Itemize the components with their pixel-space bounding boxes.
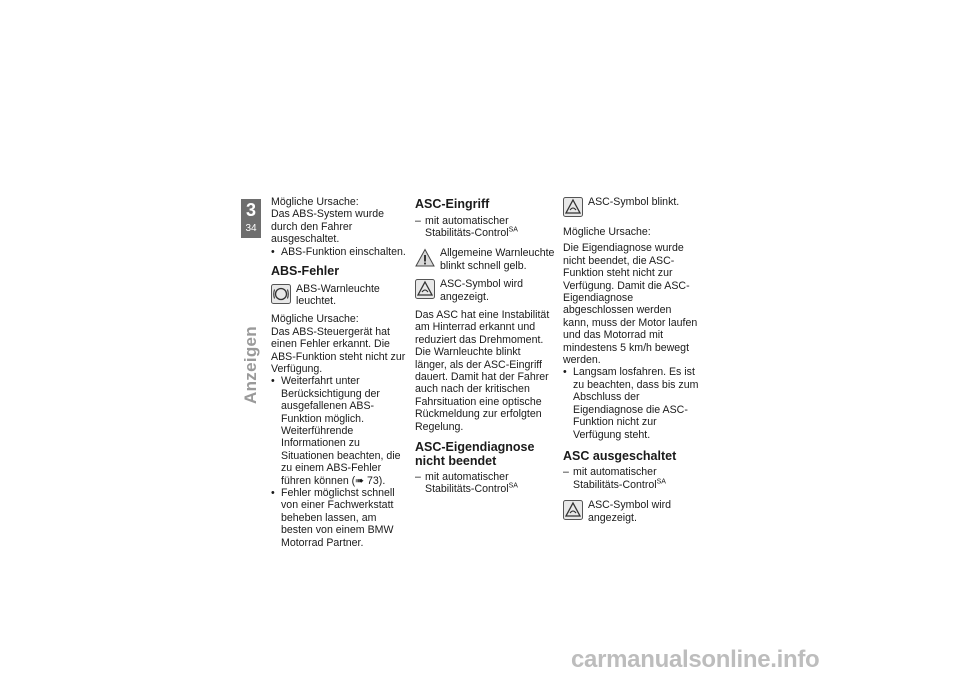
list-item [271, 487, 407, 549]
icon-text: Allgemeine Warnleuchte blinkt schnell gelb. [440, 247, 555, 272]
section-heading-abs-fehler: ABS-Fehler [271, 264, 340, 279]
dash-mark: – [415, 471, 421, 483]
section-heading-asc-eingriff: ASC-Eingriff [415, 197, 490, 211]
icon-text: ABS-Warnleuchte leuchtet. [296, 282, 380, 307]
list-item [563, 366, 699, 440]
bullet-mark: • [271, 245, 275, 258]
icon-text: ASC-Symbol wird angezeigt. [588, 499, 672, 524]
asc-icon [563, 197, 583, 217]
general-warning-icon [415, 248, 435, 268]
dash-text: mit automatischer Stabilitäts-Control [425, 471, 509, 496]
asc-icon [415, 279, 435, 299]
bullet-text: Langsam losfahren. Es ist zu beachten, dass bis zum Abschluss der Eigendiagnose die ASC-Funktion nicht zur Verfügung steht. [573, 366, 699, 441]
bullet-mark: • [271, 375, 275, 388]
cause-text: Die Eigendiagnose wurde nicht beendet, die ASC-Funktion steht nicht zur Verfügung. Damit die ASC-Eigendiagnose abgeschlossen werden kann, muss der Motor laufen und das Motorrad mit mindestens 5 km/h bewegt werden. [563, 242, 698, 367]
bullet-text: Fehler möglichst schnell von einer Fachwerkstatt beheben lassen, am besten von einem BMW Motorrad Partner. [281, 487, 395, 549]
asc-symbol-row [415, 278, 555, 303]
section-heading-asc-ausgeschaltet: ASC ausgeschaltet [563, 448, 677, 463]
cause-text: Das ABS-System wurde durch den Fahrer ausgeschaltet. [271, 208, 385, 246]
bullet-text: Weiterfahrt unter Berücksichtigung der ausgefallenen ABS-Funktion möglich. Weiterführende Informationen zu Situationen beachten, die zu einem ABS-Fehler führen können (➠ 73). [281, 375, 401, 487]
list-item [271, 375, 407, 487]
column-3 [563, 196, 699, 530]
cause-label: Mögliche Ursache: [563, 226, 651, 238]
bullet-text: ABS-Funktion einschalten. [281, 245, 406, 258]
bullet-mark: • [271, 487, 275, 500]
cause-label: Mögliche Ursache: [271, 313, 359, 326]
dash-item [415, 471, 555, 496]
bullet-mark: • [563, 366, 567, 379]
watermark: carmanualsonline.info [571, 646, 820, 673]
chapter-number: 3 [245, 200, 256, 220]
dash-mark: – [563, 466, 569, 479]
cause-text: Das ABS-Steuergerät hat einen Fehler erkannt. Die ABS-Funktion steht nicht zur Verfügung. [271, 325, 406, 375]
body-text: Das ASC hat eine Instabilität am Hinterrad erkannt und reduziert das Drehmoment. Die Warnleuchte blinkt länger, als der ASC-Eingriff dauert. Damit hat der Fahrer auch nach der kritischen Fahrsituation eine optische Rückmeldung zur erfolgten Regelung. [415, 308, 550, 433]
dash-text: mit automatischer Stabilitäts-Control [425, 214, 509, 239]
section-label-text: Anzeigen [241, 326, 260, 404]
abs-warning-icon [271, 284, 291, 304]
icon-text: ASC-Symbol blinkt. [588, 196, 680, 208]
asc-shown-row [563, 499, 699, 524]
asc-icon [563, 500, 583, 520]
dash-mark: – [415, 214, 421, 227]
general-warning-row [415, 247, 555, 272]
section-heading-asc-eigendiagnose: ASC-Eigendiagnose nicht beendet [415, 440, 535, 468]
dash-text: mit automatischer Stabilitäts-Control [573, 466, 657, 491]
icon-text: ASC-Symbol wird angezeigt. [440, 278, 524, 303]
dash-item [415, 215, 555, 240]
asc-blink-row [563, 196, 699, 220]
dash-item [563, 466, 699, 491]
section-label [240, 315, 262, 415]
column-2 [415, 196, 555, 496]
sa-superscript: SA [508, 226, 518, 234]
chapter-tab [241, 199, 261, 238]
list-item [271, 246, 407, 258]
sa-superscript: SA [656, 478, 666, 486]
sa-superscript: SA [508, 482, 518, 490]
page-number: 34 [245, 223, 257, 234]
abs-warning-row [271, 283, 407, 308]
cause-label: Mögliche Ursache: [271, 196, 359, 208]
column-1 [271, 196, 407, 549]
